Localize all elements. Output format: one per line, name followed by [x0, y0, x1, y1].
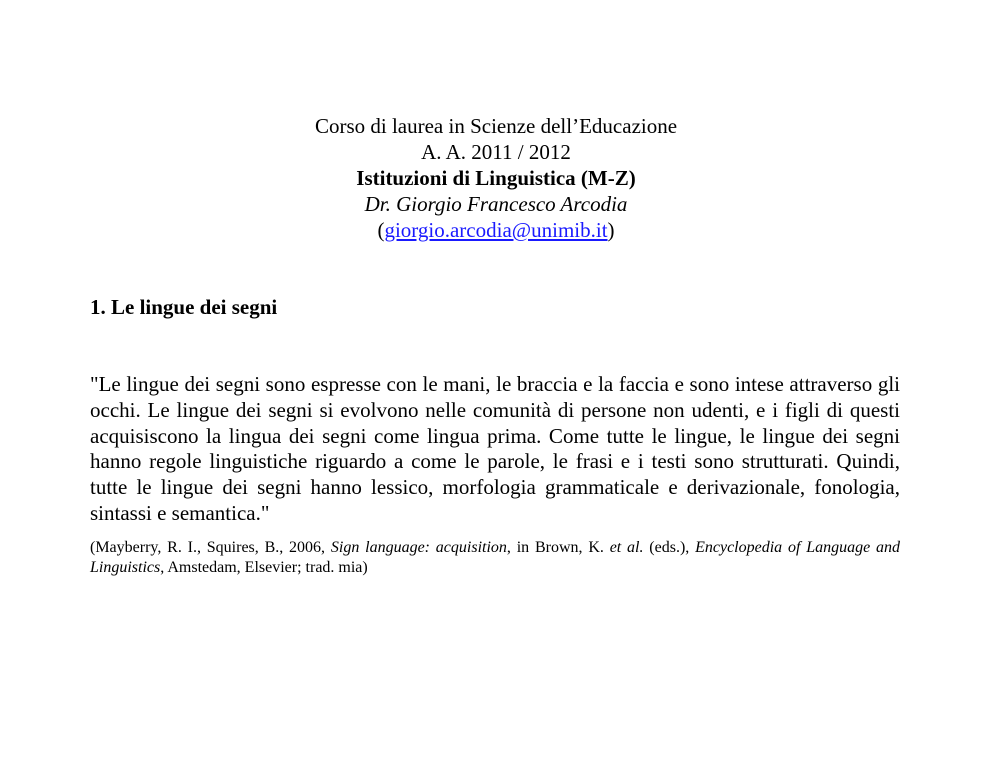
- course-title: Istituzioni di Linguistica (M-Z): [356, 166, 636, 190]
- document-header: [0, 113, 992, 243]
- academic-year: A. A. 2011 / 2012: [421, 140, 571, 164]
- quote-paragraph: "Le lingue dei segni sono espresse con le mani, le braccia e la faccia e sono intese attraverso gli occhi. Le lingue dei segni si evolvono nelle comunità di persone non udenti, e i figli di questi acquisiscono la lingua dei segni come lingua prima. Come tutte le lingue, le lingue dei segni hanno regole linguistiche riguardo a come le parole, le frasi e i testi sono strutturati. Quindi, tutte le lingue dei segni hanno lessico, morfologia grammaticale e derivazionale, fonologia, sintassi e semantica.": [90, 372, 900, 525]
- citation-publisher: , Amstedam, Elsevier; trad. mia): [160, 559, 368, 576]
- citation-editor: , in Brown, K.: [506, 539, 610, 556]
- citation-work-title: Sign language: acquisition: [330, 539, 507, 556]
- citation: [90, 538, 900, 578]
- citation-authors: (Mayberry, R. I., Squires, B., 2006,: [90, 539, 331, 556]
- email-open-paren: (: [377, 218, 385, 242]
- citation-et-al: et al.: [609, 539, 644, 556]
- citation-book-title: Encyclopedia of Language and Linguistics: [90, 539, 901, 576]
- email-close-paren: ): [607, 218, 615, 242]
- degree-program: Corso di laurea in Scienze dell’Educazione: [314, 114, 678, 138]
- email-line: [0, 217, 992, 243]
- citation-eds: (eds.),: [643, 539, 696, 556]
- email-link[interactable]: giorgio.arcodia@unimib.it: [384, 218, 608, 242]
- instructor-name: Dr. Giorgio Francesco Arcodia: [364, 192, 628, 216]
- section-heading: 1. Le lingue dei segni: [90, 295, 278, 319]
